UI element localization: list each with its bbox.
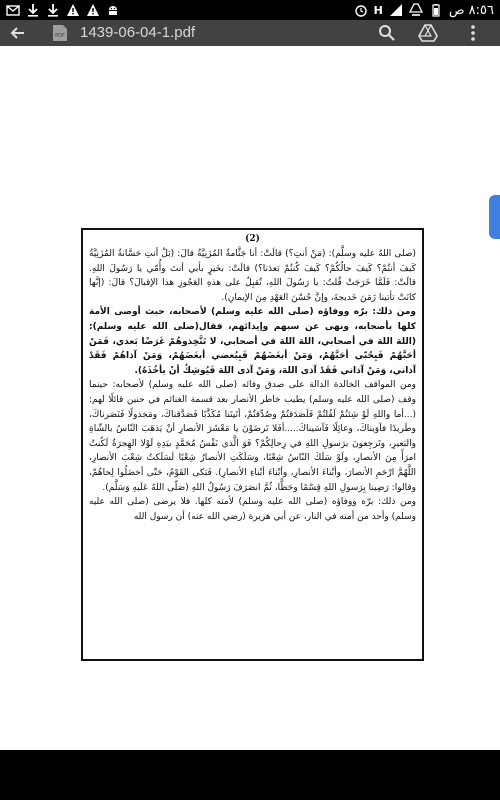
document-page — [81, 228, 424, 661]
alarm-icon — [354, 3, 368, 17]
pdf-viewer[interactable] — [0, 46, 500, 750]
status-bar — [0, 0, 500, 20]
pdf-file-icon — [52, 24, 68, 42]
android-icon — [106, 3, 120, 17]
network-type-label: H — [373, 3, 383, 17]
fast-scroll-handle[interactable] — [489, 195, 500, 239]
document-title: 1439-06-04-1.pdf — [80, 24, 196, 41]
page-number: (2) — [245, 234, 260, 244]
paragraph-2: ومن ذلك: برّه ووفاؤه (صلى الله عليه وسلم) لأصحابه، حيث أوصى الأمة كلها بأصحابه، ونهى عن سبهم وإيذائهم، فقال(صلى الله عليه وسلم): (اللهَ اللهَ في أصحابي، اللهَ اللهَ في أصحابي، لا تَتَّخِذوهُمْ غَرَضًا بَعدي، فَمَنْ أحَبَّهُمْ فَبِحُبّي أحَبَّهُمْ، وَمَنْ أبغَضَهُمْ فَبِبُغضي أبغَضَهُمْ، وَمَنْ آذاهُمْ فَقَدْ آذاني، وَمَنْ آذاني فَقَدْ آذى اللهَ، وَمَنْ آذى اللهَ فَيُوشِكُ أنْ يأخُذَهُ). — [89, 307, 416, 376]
status-right-icons — [354, 2, 494, 18]
back-arrow-icon[interactable] — [8, 23, 28, 43]
warning-icon — [86, 3, 100, 17]
signal-icon — [389, 3, 403, 17]
pdf-file-badge: PDF — [55, 33, 65, 39]
paragraph-3: ومن المواقف الخالدة الدالة على صدق وفائه (صلى الله عليه وسلم) لأصحابه: حينما وقف (صلى الله عليه وسلم) يطيب خاطر الأنصار بعد قسمة الغنائم في حنين قائلًا لهم: (...أما واللهِ لَوْ شِئتُمْ لَقُلتُمْ فَلَصَدَقتُمْ وصُدِّقتُمْ، أتَيتَنا مُكَذَّبًا فَصَدَّقناكَ، ومَخذولًا فَنَصَرناكَ، وطَريدًا فآوَيناكَ، وعائِلًا فَآسَيناكَ.....أفَلا تَرضَوْنَ يا مَعْشَرَ الأنصارِ أنْ يَذهَبَ النّاسُ بالشّاةِ والبَعيرِ، وتَرجِعونَ برَسولِ اللهِ في رِحالِكُمْ؟ فَوَ الَّذي نَفْسُ مُحَمَّدٍ بيَدِهِ لَوْلا الهِجرَةُ لَكُنتُ امرَأً مِنَ الأنصارِ، ولَوْ سَلَكَ النّاسُ شِعْبًا، وسَلَكَتِ الأنصارُ شِعْبًا لَسَلَكتُ شِعْبَ الأنصارِ، اللَّهُمَّ ارْحَمِ الأنصارَ، وأبْناءَ الأنصارِ، وأبْناءَ أبْناءِ الأنصارِ). فَبَكى القَوْمُ، حَتّى أخضَلُوا لِحاهُمْ، وقالوا: رَضِينا بِرَسولِ اللهِ قِسْمًا وحَظًّا، ثُمَّ انصَرَفَ رَسُولُ اللهِ (صَلّى اللهُ عَلَيهِ وَسَلَّم). — [89, 380, 416, 493]
paragraph-1: (صلى اللهُ عليه وسلَّم): (مَنْ أنتِ؟) قالَتْ: أنا جَثَّامةُ المُزَنِيَّةُ قالَ: (بَلْ أنتِ حَسَّانةُ المُزَنِيَّةُ كَيفَ أنتُمْ؟ كَيفَ حالُكُمْ؟ كَيفَ كُنتُمْ بَعدَنا؟) قالَتْ: بخَيرٍ بأبي أنتَ وأُمّي يا رَسُولَ اللهِ. قالَتْ: فَلَمَّا خَرَجَتْ قُلتُ: يا رَسُولَ اللهِ، تُقبِلُ على هذهِ العَجُوزِ هذا الإقبالَ؟ قالَ: (إنَّها كانَتْ تأتينا زَمَنَ خَديجةَ، وإنَّ حُسْنَ العَهْدِ مِنَ الإيمانِ). — [89, 249, 416, 303]
paragraph-4: ومن ذلك: برّه ووفاؤه (صلى الله عليه وسلم) لأمته كلها. فلا يرضى (صلى الله عليه وسلم) وأحد من أمته في النار، عن أبي هريرة (رضي الله عنه) أن رسول الله — [89, 497, 416, 522]
status-time: ٨:٥٦ ص — [448, 2, 494, 18]
status-left-icons — [6, 2, 120, 18]
app-bar — [0, 20, 500, 46]
gmail-icon — [6, 3, 20, 17]
warning-icon — [66, 3, 80, 17]
drive-icon — [409, 3, 423, 17]
google-drive-icon[interactable] — [418, 24, 438, 42]
bottom-bar — [0, 750, 500, 800]
download-icon — [46, 3, 60, 17]
document-body — [89, 247, 416, 524]
more-options-icon[interactable] — [466, 24, 480, 42]
battery-icon — [429, 3, 443, 17]
download-icon — [26, 3, 40, 17]
search-icon[interactable] — [378, 24, 396, 42]
